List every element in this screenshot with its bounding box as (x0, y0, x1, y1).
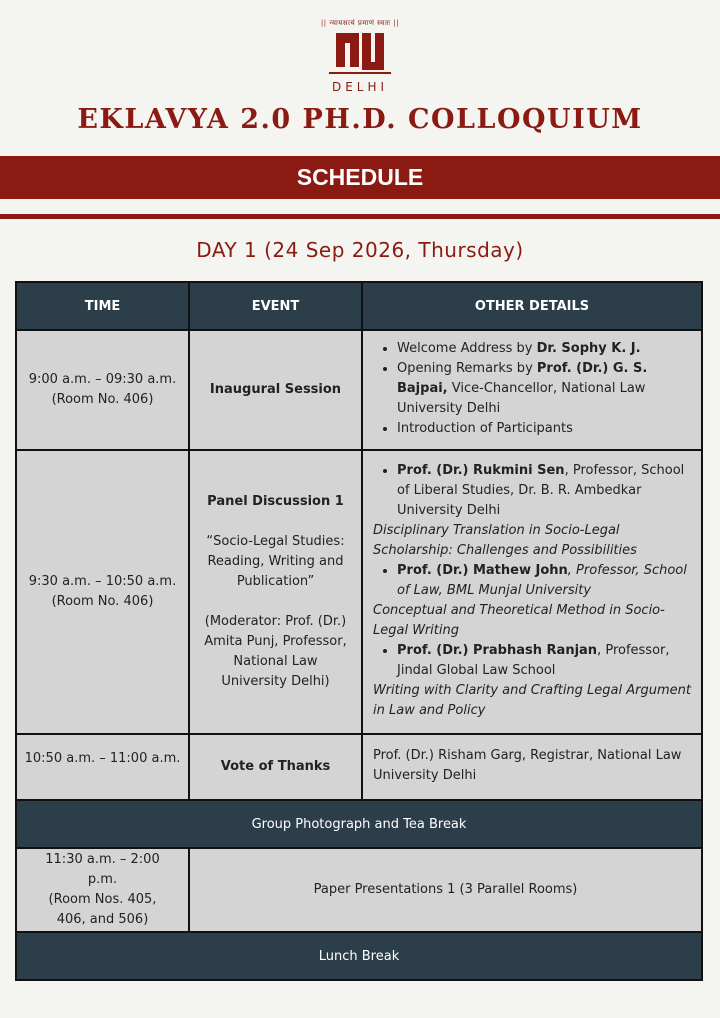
table-row (16, 330, 702, 450)
divider-line (0, 214, 720, 219)
logo-city: DELHI (331, 80, 389, 94)
list-item: • Prof. (Dr.) Prabhash Ranjan, Professor, Jindal Global Law School (397, 641, 691, 681)
row-time (16, 848, 189, 932)
header-event: EVENT (189, 282, 362, 330)
row-event: Paper Presentations 1 (3 Parallel Rooms) (189, 848, 702, 932)
table-row (16, 450, 702, 734)
time-range: 9:00 a.m. – 09:30 a.m. (28, 372, 177, 387)
topic-text: Writing with Clarity and Crafting Legal Argument in Law and Policy (373, 683, 691, 718)
break-row: Group Photograph and Tea Break (16, 800, 702, 848)
row-details (362, 450, 702, 734)
topic-text: Conceptual and Theoretical Method in Socio-Legal Writing (373, 603, 665, 638)
list-item: • Prof. (Dr.) Rukmini Sen, Professor, School of Liberal Studies, Dr. B. R. Ambedkar University Delhi (397, 461, 691, 521)
table-row (16, 932, 702, 980)
header-details: OTHER DETAILS (362, 282, 702, 330)
list-item: • Introduction of Participants (397, 419, 691, 439)
row-time (16, 450, 189, 734)
row-details (362, 330, 702, 450)
schedule-table (15, 281, 703, 981)
schedule-label: SCHEDULE (296, 164, 424, 190)
room-label: (Room No. 406) (51, 392, 154, 407)
motto-text: || न्यायसत्यं प्रमाणं स्वतः || (320, 19, 400, 27)
topic-text: Disciplinary Translation in Socio-Legal Scholarship: Challenges and Possibilities (373, 523, 637, 558)
list-item: • Prof. (Dr.) Mathew John, Professor, School of Law, BML Munjal University (397, 561, 691, 601)
table-row (16, 848, 702, 932)
table-row (16, 734, 702, 800)
schedule-band (0, 156, 720, 199)
event-moderator: (Moderator: Prof. (Dr.) Amita Punj, Professor, National Law University Delhi) (204, 614, 347, 689)
table-header-row (16, 282, 702, 330)
row-details: Prof. (Dr.) Risham Garg, Registrar, National Law University Delhi (362, 734, 702, 800)
header-time: TIME (16, 282, 189, 330)
row-time (16, 330, 189, 450)
time-range: 11:30 a.m. – 2:00 p.m. (45, 852, 160, 887)
day-heading: DAY 1 (24 Sep 2026, Thursday) (196, 238, 524, 262)
break-row: Lunch Break (16, 932, 702, 980)
row-time: 10:50 a.m. – 11:00 a.m. (16, 734, 189, 800)
event-title: Panel Discussion 1 (207, 494, 344, 509)
page-title: EKLAVYA 2.0 PH.D. COLLOQUIUM (77, 104, 643, 135)
event-quote: “Socio-Legal Studies: Reading, Writing and Publication” (206, 534, 345, 589)
room-label: (Room No. 406) (51, 594, 154, 609)
time-range: 9:30 a.m. – 10:50 a.m. (28, 574, 177, 589)
row-event (189, 450, 362, 734)
room-label: (Room Nos. 405, 406, and 506) (48, 892, 157, 927)
row-event: Inaugural Session (189, 330, 362, 450)
list-item: • Welcome Address by Dr. Sophy K. J. (397, 339, 691, 359)
list-item: • Opening Remarks by Prof. (Dr.) G. S. Bajpai, Vice-Chancellor, National Law University Delhi (397, 359, 691, 419)
table-row (16, 800, 702, 848)
row-event: Vote of Thanks (189, 734, 362, 800)
